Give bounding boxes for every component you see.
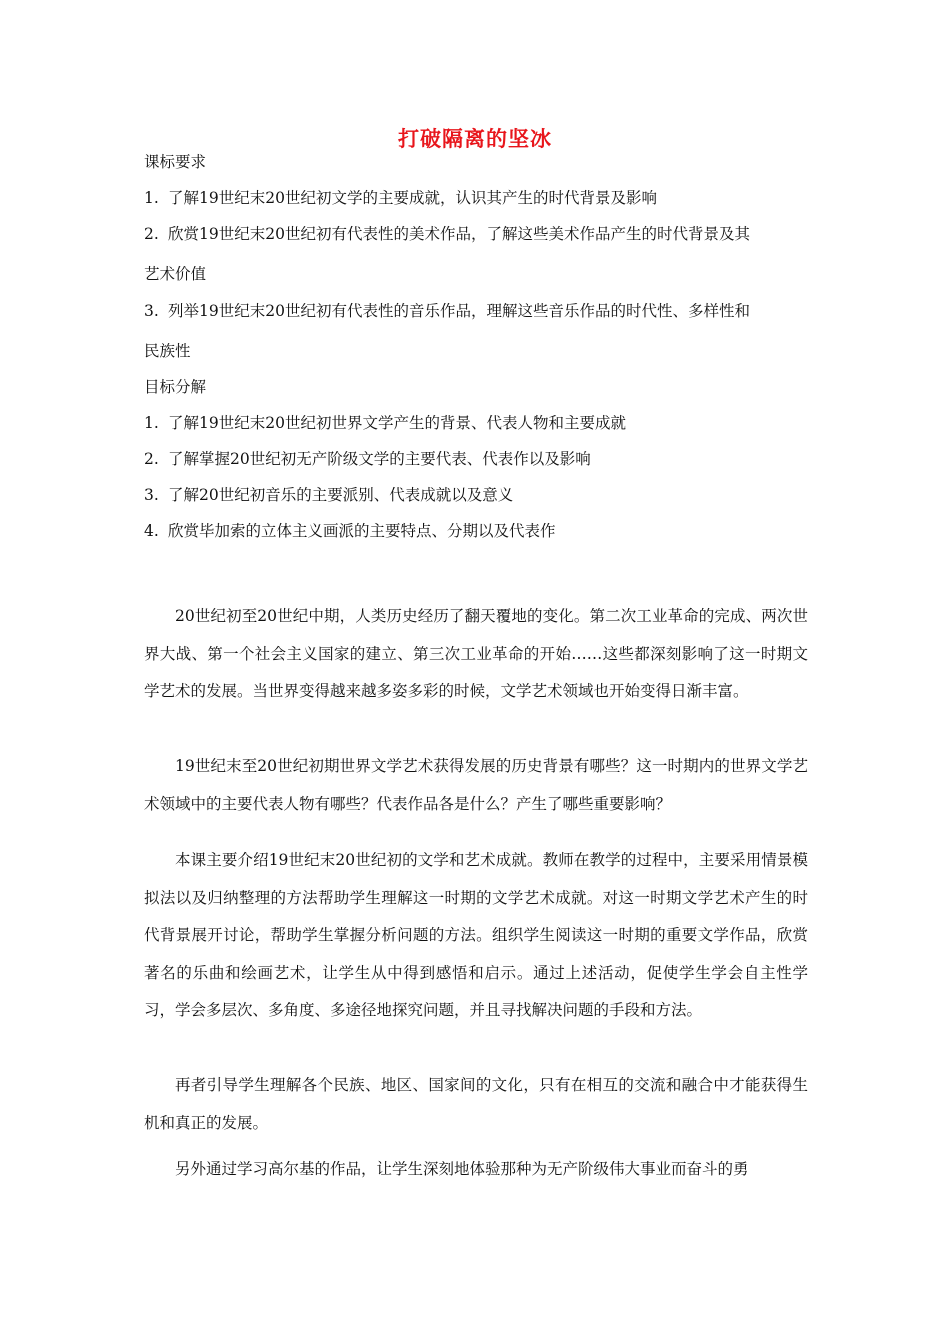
document-title: 打破隔离的坚冰 [398, 127, 552, 151]
item-text: 了解20世纪初音乐的主要派别、代表成就以及意义 [168, 486, 514, 504]
standards-item-3 [144, 301, 750, 321]
item-text: 欣赏毕加索的立体主义画派的主要特点、分期以及代表作 [168, 522, 556, 540]
item-number: 2. [144, 450, 159, 468]
item-text: 了解19世纪末20世纪初文学的主要成就，认识其产生的时代背景及影响 [168, 189, 657, 207]
body-paragraph-3: 本课主要介绍19世纪末20世纪初的文学和艺术成就。教师在教学的过程中，主要采用情景模拟法以及归纳整理的方法帮助学生理解这一时期的文学艺术成就。对这一时期文学艺术产生的时代背景展开讨论，帮助学生掌握分析问题的方法。组织学生阅读这一时期的重要文学作品，欣赏著名的乐曲和绘画艺术，让学生从中得到感悟和启示。通过上述活动，促使学生学会自主性学习，学会多层次、多角度、多途径地探究问题，并且寻找解决问题的手段和方法。 [144, 851, 808, 1020]
item-text: 了解掌握20世纪初无产阶级文学的主要代表、代表作以及影响 [168, 450, 591, 468]
goals-item-1 [144, 413, 626, 433]
item-text: 列举19世纪末20世纪初有代表性的音乐作品，理解这些音乐作品的时代性、多样性和 [168, 302, 750, 320]
body-paragraph-5: 另外通过学习高尔基的作品，让学生深刻地体验那种为无产阶级伟大事业而奋斗的勇 [175, 1160, 749, 1178]
item-number: 2. [144, 225, 159, 243]
item-number: 1. [144, 414, 159, 432]
standards-item-1 [144, 188, 657, 208]
goals-item-3 [144, 485, 513, 505]
item-number: 4. [144, 522, 159, 540]
goals-heading: 目标分解 [144, 378, 207, 396]
standards-item-2-continuation: 艺术价值 [144, 265, 207, 283]
standards-item-2 [144, 224, 750, 244]
body-paragraph-2: 19世纪末至20世纪初期世界文学艺术获得发展的历史背景有哪些？这一时期内的世界文学艺术领域中的主要代表人物有哪些？代表作品各是什么？产生了哪些重要影响？ [144, 757, 808, 813]
body-paragraph-4: 再者引导学生理解各个民族、地区、国家间的文化，只有在相互的交流和融合中才能获得生机和真正的发展。 [144, 1076, 808, 1132]
goals-item-2 [144, 449, 591, 469]
item-number: 3. [144, 486, 159, 504]
item-number: 3. [144, 302, 159, 320]
goals-item-4 [144, 521, 556, 541]
item-text: 欣赏19世纪末20世纪初有代表性的美术作品，了解这些美术作品产生的时代背景及其 [168, 225, 750, 243]
item-text: 了解19世纪末20世纪初世界文学产生的背景、代表人物和主要成就 [168, 414, 626, 432]
standards-heading: 课标要求 [144, 153, 207, 171]
standards-item-3-continuation: 民族性 [144, 342, 191, 360]
item-number: 1. [144, 189, 159, 207]
body-paragraph-1: 20世纪初至20世纪中期，人类历史经历了翻天覆地的变化。第二次工业革命的完成、两次世界大战、第一个社会主义国家的建立、第三次工业革命的开始……这些都深刻影响了这一时期文学艺术的发展。当世界变得越来越多姿多彩的时候，文学艺术领域也开始变得日渐丰富。 [144, 607, 808, 701]
